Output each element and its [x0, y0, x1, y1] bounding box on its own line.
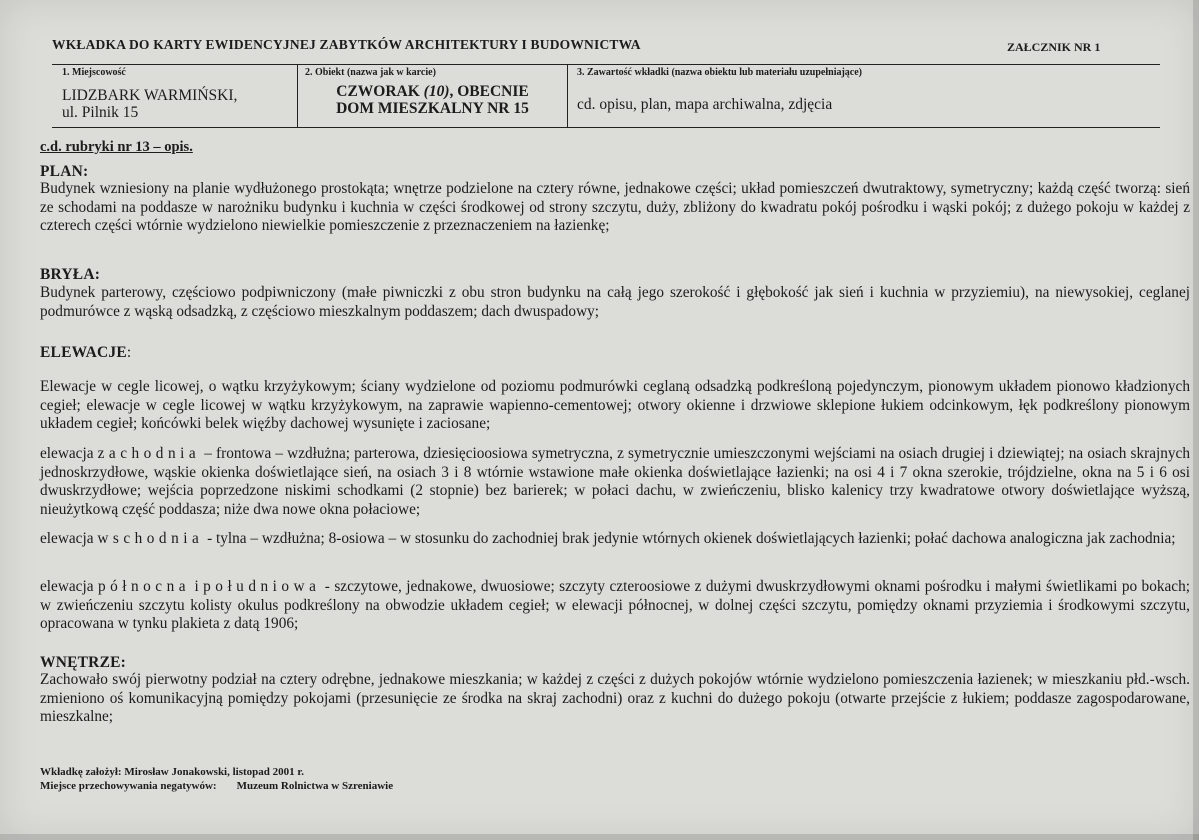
footer-negatives [40, 780, 393, 792]
scan-edge-bottom [0, 834, 1199, 840]
col2-line2: DOM MIESZKALNY NR 15 [336, 100, 529, 117]
paragraph-wnetrze: Zachowało swój pierwotny podział na cztery odrębne, jednakowe mieszkania; w każdej z części z dużych pokojów wtórnie wydzielono pomieszczenia łazienek; w mieszkaniu płd.-wsch. zmieniono oś komunikacyjną pomiędzy pokojami (przesunięcie ze środka na skraj zachodni) oraz z kuchni do dużego pokoju (otwarte przejście z łukiem; poddasze zagospodarowane, mieszkalne; [40, 671, 1190, 726]
col2-value [300, 83, 565, 117]
document-title: WKŁADKA DO KARTY EWIDENCYJNEJ ZABYTKÓW ARCHITEKTURY I BUDOWNICTWA [52, 37, 641, 52]
paragraph-plan: Budynek wzniesiony na planie wydłużonego prostokąta; wnętrze podzielone na cztery równe, jednakowe części; układ pomieszczeń dwutraktowy, symetryczny; każdą część tworzą: sień ze schodami na poddasze w narożniku budynku i kuchnia w części środkowej od strony szczytu, duży, zbliżony do kwadratu pokój pośrodku i wąski pokój; z dużego pokoju w każdej z czterech części wtórnie wydzielono niewielkie pomieszczenie z przeznaczeniem na łazienkę; [40, 180, 1190, 235]
pn-name: północna [97, 578, 191, 595]
col2-line1-part-a: CZWORAK [336, 83, 424, 100]
col1-line2: ul. Pilnik 15 [62, 104, 139, 121]
wsch-name: wschodnia [97, 530, 204, 547]
pn-prefix: elewacja [40, 578, 98, 595]
scan-edge-right [1193, 0, 1199, 840]
footer-author: Wkładkę założył: Mirosław Jonakowski, listopad 2001 r. [40, 766, 305, 778]
section-reference: c.d. rubryki nr 13 – opis. [40, 139, 193, 155]
col3-label: 3. Zawartość wkładki (nazwa obiektu lub materiału uzupełniające) [577, 67, 863, 78]
table-top-rule [52, 64, 1160, 65]
col1-line1: LIDZBARK WARMIŃSKI, [62, 87, 238, 104]
attachment-number: ZAŁCZNIK NR 1 [1007, 40, 1101, 54]
heading-bryla: BRYŁA: [40, 266, 101, 283]
paragraph-elewacja-wschodnia [40, 530, 1190, 549]
col3-value: cd. opisu, plan, mapa archiwalna, zdjęcia [577, 96, 833, 113]
col2-line1-number: (10) [423, 83, 450, 100]
paragraph-elewacja-zachodnia [40, 445, 1190, 519]
heading-elewacje-text: ELEWACJE [40, 344, 127, 361]
footer-negatives-value: Muzeum Rolnictwa w Szreniawie [236, 780, 394, 792]
table-divider-2 [567, 64, 568, 127]
col1-label: 1. Miejscowość [62, 67, 126, 78]
heading-wnetrze: WNĘTRZE: [40, 654, 127, 671]
paragraph-elewacje-intro: Elewacje w cegle licowej, o wątku krzyżykowym; ściany wydzielone od poziomu podmurówki ceglaną odsadzką podkreśloną pojedynczym, pionowym układem pionowo kładzionych cegieł; elewacje w cegle licowej w wątku krzyżykowym, na zaprawie wapienno-cementowej; otwory okienne i drzwiowe sklepione łukiem odcinkowym, łęk podkreślony pionowym układem cegieł; końcówki belek więźby dachowej wysunięte i zaciosane; [40, 378, 1190, 433]
wsch-text: - tylna – wzdłużna; 8-osiowa – w stosunku do zachodniej brak jedynie wtórnych okienek doświetlających łazienki; połać dachowa analogiczna jak zachodnia; [203, 530, 1176, 547]
table-bottom-rule [52, 127, 1160, 128]
paragraph-elewacja-polnocna-poludniowa [40, 578, 1190, 634]
zach-text: – frontowa – wzdłużna; parterowa, dziesięcioosiowa symetryczna, z symetrycznie umieszczonymi wejściami na osiach drugiej i dziewiątej; na osiach skrajnych jednoskrzydłowe, wąskie okienka doświetlające sień, na osiach 3 i 8 wtórnie wstawione małe okienka doświetlające łazienki; na osi 4 i 7 okna szerokie, trójdzielne, okna na 5 i 6 osi dwuskrzydłowe; wejścia poprzedzone niskimi schodkami (2 stopnie) bez barierek; w połaci dachu, w zwieńczeniu, blisko kalenicy trzy kwadratowe otwory doświetlające wyższą, nieużytkową część poddasza; niże dwa nowe okna połaciowe; [40, 445, 1190, 518]
zach-name: zachodnia [97, 445, 201, 462]
col2-line1-part-c: , OBECNIE [449, 83, 529, 100]
heading-elewacje [40, 344, 131, 362]
heading-plan: PLAN: [40, 163, 89, 180]
table-divider-1 [297, 64, 298, 127]
col2-label: 2. Obiekt (nazwa jak w karcie) [305, 67, 436, 78]
zach-prefix: elewacja [40, 445, 98, 462]
wsch-prefix: elewacja [40, 530, 98, 547]
footer-negatives-label: Miejsce przechowywania negatywów: [40, 780, 217, 792]
pn-conj: i [190, 578, 204, 595]
pn-text: - szczytowe, jednakowe, dwuosiowe; szczyty czteroosiowe z dużymi dwuskrzydłowymi oknami pośrodku i małymi świetlikami po bokach; w zwieńczeniu szczytu kolisty okulus podkreślony na obwodzie układem cegieł; w elewacji północnej, w dolnej części szczytu, pomiędzy oknami przyziemia i środkowymi szczytu, opracowana w tynku plakieta z datą 1906; [40, 578, 1190, 633]
paragraph-bryla: Budynek parterowy, częściowo podpiwniczony (małe piwniczki z obu stron budynku na całą jego szerokość i głębokość jak sień i kuchnia w przyziemiu), na niewysokiej, ceglanej podmurówce z wąską odsadzką, z częściowo mieszkalnym poddaszem; dach dwuspadowy; [40, 284, 1190, 320]
pd-name: południowa [203, 578, 321, 595]
heading-elewacje-colon: : [126, 344, 132, 361]
